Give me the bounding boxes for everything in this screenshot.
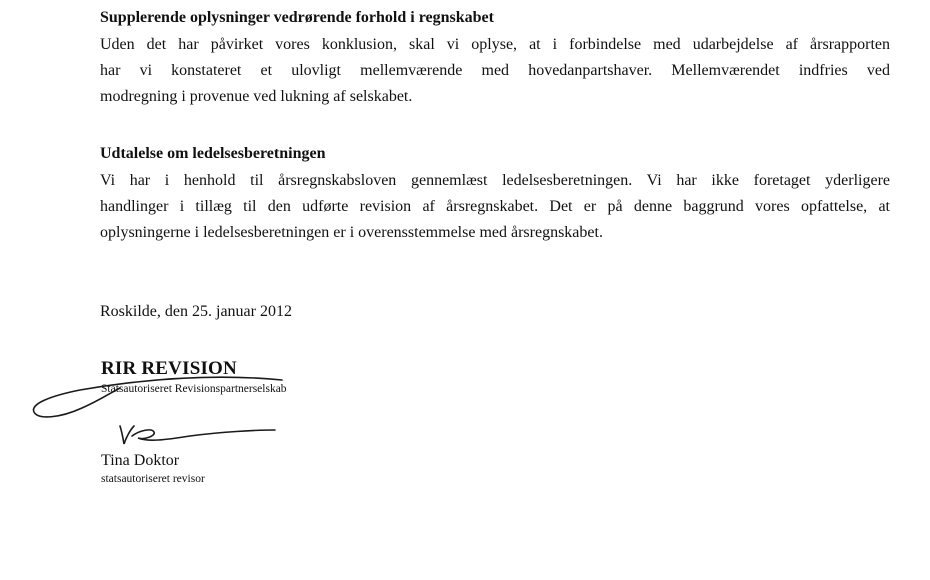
firm-subtitle: Statsautoriseret Revisionspartnerselskab (101, 383, 287, 395)
paragraph-line: Vi har i henhold til årsregnskabsloven gennemlæst ledelsesberetningen. Vi har ikke foretaget yderligere (100, 172, 890, 189)
section-management-report (100, 144, 890, 246)
section-supplementary-info (100, 8, 890, 110)
firm-name: RIR REVISION (101, 358, 237, 379)
section-paragraph (100, 32, 890, 110)
signer-title: statsautoriseret revisor (101, 473, 205, 485)
place-and-date: Roskilde, den 25. januar 2012 (100, 303, 292, 320)
paragraph-line: oplysningerne i ledelsesberetningen er i overensstemmelse med årsregnskabet. (100, 224, 603, 241)
signer-name: Tina Doktor (101, 452, 180, 469)
handwritten-signature (20, 368, 290, 458)
paragraph-line: har vi konstateret et ulovligt mellemværende med hovedanpartshaver. Mellemværendet indfries ved (100, 62, 890, 79)
paragraph-line: modregning i provenue ved lukning af selskabet. (100, 88, 413, 105)
paragraph-line: Uden det har påvirket vores konklusion, skal vi oplyse, at i forbindelse med udarbejdelse af årsrapporten (100, 36, 890, 53)
paragraph-line: handlinger i tillæg til den udførte revision af årsregnskabet. Det er på denne baggrund vores opfattelse, at (100, 198, 890, 215)
section-heading: Supplerende oplysninger vedrørende forhold i regnskabet (100, 9, 494, 26)
section-paragraph (100, 168, 890, 246)
section-heading: Udtalelse om ledelsesberetningen (100, 145, 326, 162)
